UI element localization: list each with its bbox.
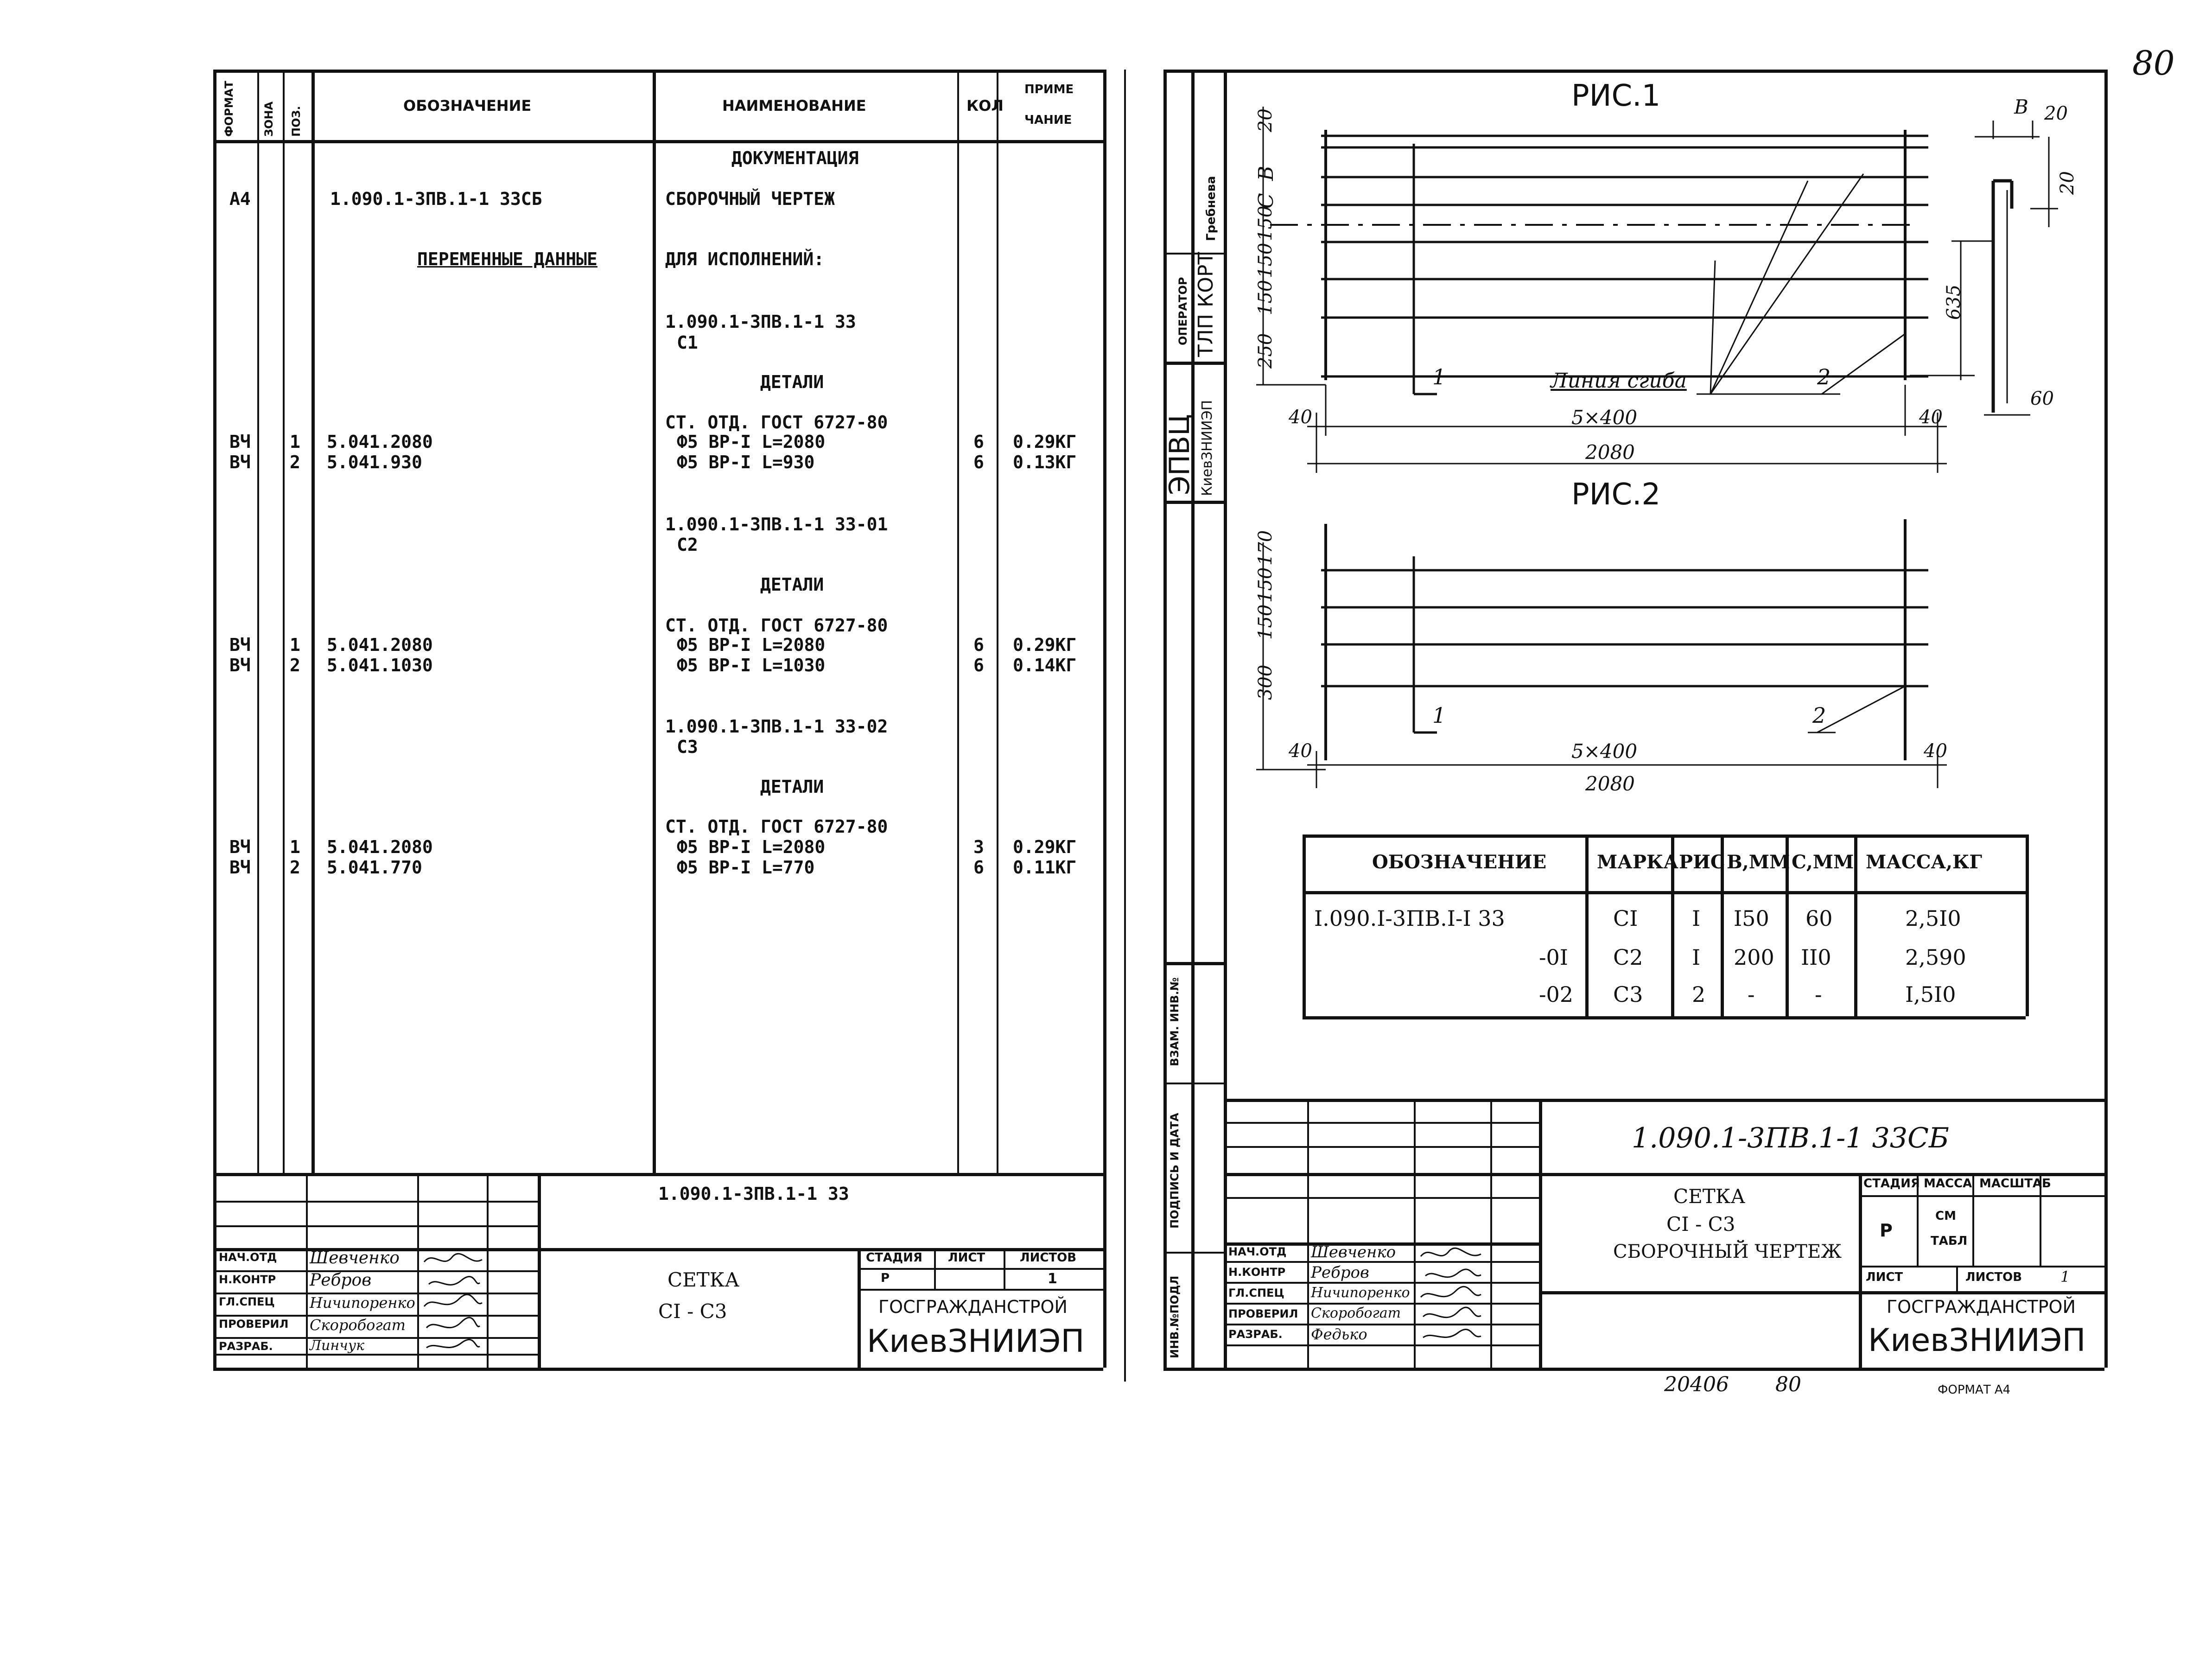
org-name-2: КиевЗНИИЭП — [867, 1323, 1085, 1360]
table-header: РИС — [1679, 851, 1725, 873]
role-label: Н.КОНТР — [219, 1273, 276, 1286]
signer-name: Скоробогат — [1311, 1305, 1401, 1321]
spec-name: Ф5 ВР-I L=930 — [677, 452, 815, 472]
for-versions-heading: ДЛЯ ИСПОЛНЕНИЙ: — [665, 249, 825, 269]
signer-name: Федько — [1311, 1325, 1367, 1343]
table-cell: 2,5I0 — [1905, 906, 1961, 931]
signer-name: Ничипоренко — [310, 1294, 415, 1312]
sheet-title-3: СБОРОЧНЫЙ ЧЕРТЕЖ — [1613, 1241, 1842, 1262]
table-cell: 200 — [1734, 945, 1774, 970]
sheets-value: 1 — [1048, 1271, 1057, 1287]
table-cell: I — [1692, 906, 1701, 931]
spec-pos: 1 — [290, 635, 300, 655]
spec-designation: 5.041.2080 — [327, 837, 433, 857]
profile-dim-20: 20 — [2044, 103, 2068, 124]
sheet-divider — [1124, 70, 1126, 1382]
spec-designation: 5.041.770 — [327, 857, 422, 878]
variable-data-heading: ПЕРЕМЕННЫЕ ДАННЫЕ — [417, 249, 597, 269]
role-label: РАЗРАБ. — [1228, 1328, 1283, 1341]
spec-note: 0.29КГ — [1013, 635, 1077, 655]
spec-qty: 6 — [973, 635, 984, 655]
spec-pos: 1 — [290, 837, 300, 857]
sheets-value: 1 — [2060, 1268, 2070, 1286]
sheet-title-2: СI - С3 — [658, 1300, 727, 1323]
sheet-label: ЛИСТ — [1866, 1270, 1903, 1284]
spec-format: ВЧ — [229, 432, 251, 452]
header-pos: ПОЗ. — [290, 106, 303, 137]
bend-line-label: Линия сгиба — [1551, 369, 1687, 393]
spec-format: ВЧ — [229, 452, 251, 472]
sheets-label: ЛИСТОВ — [1965, 1270, 2022, 1284]
scale-value-1: СМ — [1935, 1209, 1956, 1223]
table-cell: 2,590 — [1905, 945, 1966, 970]
table-cell: II0 — [1801, 945, 1831, 970]
fig1-dim-b: В — [1254, 166, 1278, 181]
version-code: 1.090.1-3ПВ.1-1 33 — [665, 312, 856, 332]
operator-label: ОПЕРАТОР — [1176, 277, 1189, 345]
spec-note: 0.13КГ — [1013, 452, 1077, 472]
fig2-dim-2080: 2080 — [1585, 772, 1635, 795]
scale-value-2: ТАБЛ — [1931, 1234, 1968, 1248]
fig1-dim: 150 — [1255, 280, 1276, 315]
fig1-callout-1: 1 — [1432, 364, 1446, 389]
inv-orig-label: ИНВ.№ПОДЛ — [1168, 1275, 1181, 1358]
stage-label: СТАДИЯ — [866, 1251, 922, 1265]
table-cell: -0I — [1539, 945, 1568, 970]
signer-name: Шевченко — [310, 1248, 400, 1267]
details-heading: ДЕТАЛИ — [760, 777, 824, 797]
signer-name: Ребров — [1311, 1263, 1369, 1282]
version-mark: С2 — [677, 535, 698, 555]
version-mark: С3 — [677, 737, 698, 757]
role-label: НАЧ.ОТД — [1228, 1245, 1287, 1258]
spec-qty: 6 — [973, 857, 984, 878]
table-header: В,ММ — [1727, 851, 1790, 873]
org-name-2: КиевЗНИИЭП — [1868, 1322, 2086, 1359]
spec-qty: 6 — [973, 452, 984, 472]
spec-format: ВЧ — [229, 655, 251, 675]
header-note-1: ПРИМЕ — [1024, 83, 1074, 96]
role-label: РАЗРАБ. — [219, 1340, 273, 1353]
version-code: 1.090.1-3ПВ.1-1 33-01 — [665, 514, 888, 535]
spec-pos: 1 — [290, 432, 300, 452]
inv-swap-label: ВЗАМ. ИНВ.№ — [1168, 977, 1181, 1066]
spec-name: Ф5 ВР-I L=770 — [677, 857, 815, 878]
fig1-dim: 150 — [1255, 242, 1276, 278]
table-cell: 2 — [1692, 982, 1706, 1007]
fig2-dim-40-right: 40 — [1924, 740, 1947, 762]
sheets-label: ЛИСТОВ — [1020, 1251, 1077, 1265]
table-cell: С3 — [1613, 982, 1643, 1007]
row-format: А4 — [229, 189, 251, 209]
spec-format: ВЧ — [229, 635, 251, 655]
header-zone: ЗОНА — [262, 101, 275, 137]
sheet-title-1: СЕТКА — [1673, 1185, 1746, 1208]
row-designation: 1.090.1-3ПВ.1-1 33СБ — [330, 189, 542, 209]
role-label: НАЧ.ОТД — [219, 1251, 277, 1264]
version-mark: С1 — [677, 332, 698, 353]
row-name: СБОРОЧНЫЙ ЧЕРТЕЖ — [665, 189, 835, 209]
figure-2-title: РИС.2 — [1571, 478, 1661, 512]
epvc-label: ЭПВЦ — [1163, 414, 1196, 495]
table-cell: 60 — [1805, 906, 1833, 931]
sign-date-label: ПОДПИСЬ И ДАТА — [1168, 1113, 1181, 1229]
spec-qty: 3 — [973, 837, 984, 857]
operator-name: ТЛП КОРТ — [1194, 252, 1218, 357]
fig2-dim: 150 — [1255, 604, 1276, 640]
role-label: ГЛ.СПЕЦ — [219, 1295, 275, 1308]
spec-pos: 2 — [290, 857, 300, 878]
role-label: ПРОВЕРИЛ — [219, 1318, 289, 1331]
sheet-title-2: СI - С3 — [1666, 1213, 1735, 1236]
details-heading: ДЕТАЛИ — [760, 574, 824, 595]
doc-code: 1.090.1-3ПВ.1-1 33 — [658, 1184, 849, 1204]
fig1-dim: 150 — [1255, 205, 1276, 241]
spec-designation: 5.041.2080 — [327, 432, 433, 452]
spec-note: 0.29КГ — [1013, 837, 1077, 857]
signature-scribbles — [1416, 1242, 1490, 1368]
fig2-dim-5x400: 5×400 — [1571, 740, 1638, 763]
header-designation: ОБОЗНАЧЕНИЕ — [403, 97, 532, 115]
role-label: Н.КОНТР — [1228, 1266, 1286, 1279]
role-label: ГЛ.СПЕЦ — [1228, 1287, 1284, 1299]
signer-name: Линчук — [310, 1338, 365, 1354]
fig1-dim-5x400: 5×400 — [1571, 406, 1638, 429]
page-number: 80 — [2132, 44, 2175, 83]
role-label: ПРОВЕРИЛ — [1228, 1307, 1298, 1320]
footer-page-number: 80 — [1775, 1373, 1801, 1396]
signer-name: Шевченко — [1311, 1243, 1396, 1261]
profile-dim-60: 60 — [2030, 388, 2054, 409]
fig1-dim-2080: 2080 — [1585, 441, 1635, 464]
spec-qty: 6 — [973, 432, 984, 452]
gost-line: СТ. ОТД. ГОСТ 6727-80 — [665, 615, 888, 636]
table-cell: -02 — [1539, 982, 1574, 1007]
spec-name: Ф5 ВР-I L=2080 — [677, 432, 826, 452]
gost-line: СТ. ОТД. ГОСТ 6727-80 — [665, 816, 888, 837]
table-cell: - — [1815, 982, 1822, 1007]
stage-label: СТАДИЯ — [1863, 1177, 1920, 1191]
spec-format: ВЧ — [229, 837, 251, 857]
spec-pos: 2 — [290, 452, 300, 472]
fig1-dim-40-left: 40 — [1289, 407, 1312, 428]
spec-note: 0.29КГ — [1013, 432, 1077, 452]
figure-drawings — [1224, 70, 2104, 788]
figure-1-title: РИС.1 — [1571, 79, 1661, 113]
details-heading: ДЕТАЛИ — [760, 372, 824, 392]
profile-dim-b: В — [2014, 96, 2028, 118]
spec-designation: 5.041.930 — [327, 452, 422, 472]
table-cell: I.090.I-3ПВ.I-I 33 — [1314, 906, 1505, 931]
stage-value: Р — [1880, 1220, 1893, 1241]
mass-label: МАССА — [1924, 1177, 1972, 1191]
org-name-1: ГОСГРАЖДАНСТРОЙ — [1887, 1297, 2076, 1317]
spec-designation: 5.041.2080 — [327, 635, 433, 655]
fig1-dim: 20 — [1255, 108, 1276, 132]
fig2-dim: 300 — [1255, 664, 1276, 700]
scale-label: МАСШТАБ — [1979, 1177, 2051, 1191]
archive-number: 20406 — [1664, 1373, 1729, 1396]
spec-format: ВЧ — [229, 857, 251, 878]
version-code: 1.090.1-3ПВ.1-1 33-02 — [665, 716, 888, 737]
table-header: МАССА,КГ — [1866, 851, 1983, 873]
spec-name: Ф5 ВР-I L=2080 — [677, 837, 826, 857]
spec-note: 0.11КГ — [1013, 857, 1077, 878]
stamp-name: Гребнева — [1204, 176, 1218, 241]
fig1-callout-2: 2 — [1817, 364, 1831, 389]
org-name-1: ГОСГРАЖДАНСТРОЙ — [878, 1297, 1068, 1317]
table-header: МАРКА — [1597, 851, 1678, 873]
doc-section-heading: ДОКУМЕНТАЦИЯ — [731, 148, 859, 168]
stage-value: Р — [881, 1271, 890, 1285]
profile-dim-635: 635 — [1943, 284, 1964, 320]
sheet-title-1: СЕТКА — [667, 1268, 740, 1291]
table-cell: С2 — [1613, 945, 1643, 970]
signer-name: Ребров — [310, 1271, 372, 1290]
header-format: ФОРМАТ — [222, 81, 235, 137]
fig1-dim-40-right: 40 — [1919, 407, 1943, 428]
spec-name: Ф5 ВР-I L=2080 — [677, 635, 826, 655]
table-cell: I,5I0 — [1905, 982, 1956, 1007]
spec-note: 0.14КГ — [1013, 655, 1077, 675]
table-cell: СI — [1613, 906, 1638, 931]
profile-dim-20: 20 — [2057, 171, 2078, 195]
fig2-callout-2: 2 — [1812, 703, 1826, 728]
spec-qty: 6 — [973, 655, 984, 675]
fig2-dim: 170 — [1255, 530, 1276, 566]
header-name: НАИМЕНОВАНИЕ — [722, 97, 866, 115]
fig1-dim: 250 — [1255, 333, 1276, 369]
table-cell: I50 — [1734, 906, 1769, 931]
signature-scribbles — [420, 1248, 487, 1368]
fig2-dim: 150 — [1255, 567, 1276, 603]
table-cell: I — [1692, 945, 1701, 970]
signer-name: Скоробогат — [310, 1316, 406, 1334]
format-label: ФОРМАТ А4 — [1938, 1383, 2011, 1397]
fig2-callout-1: 1 — [1432, 703, 1446, 728]
doc-code: 1.090.1-3ПВ.1-1 33СБ — [1632, 1122, 1949, 1154]
stamp-org: КиевЗНИИЭП — [1199, 400, 1215, 496]
spec-name: Ф5 ВР-I L=1030 — [677, 655, 826, 675]
signer-name: Ничипоренко — [1311, 1285, 1410, 1301]
fig1-dim-c: С — [1254, 193, 1278, 209]
table-header: ОБОЗНАЧЕНИЕ — [1372, 851, 1547, 873]
header-note-2: ЧАНИЕ — [1024, 113, 1072, 127]
sheet-label: ЛИСТ — [948, 1251, 985, 1265]
spec-designation: 5.041.1030 — [327, 655, 433, 675]
spec-pos: 2 — [290, 655, 300, 675]
table-cell: - — [1748, 982, 1755, 1007]
header-qty: КОЛ — [966, 97, 1004, 115]
fig2-dim-40-left: 40 — [1289, 740, 1312, 762]
gost-line: СТ. ОТД. ГОСТ 6727-80 — [665, 412, 888, 433]
table-header: С,ММ — [1792, 851, 1854, 873]
